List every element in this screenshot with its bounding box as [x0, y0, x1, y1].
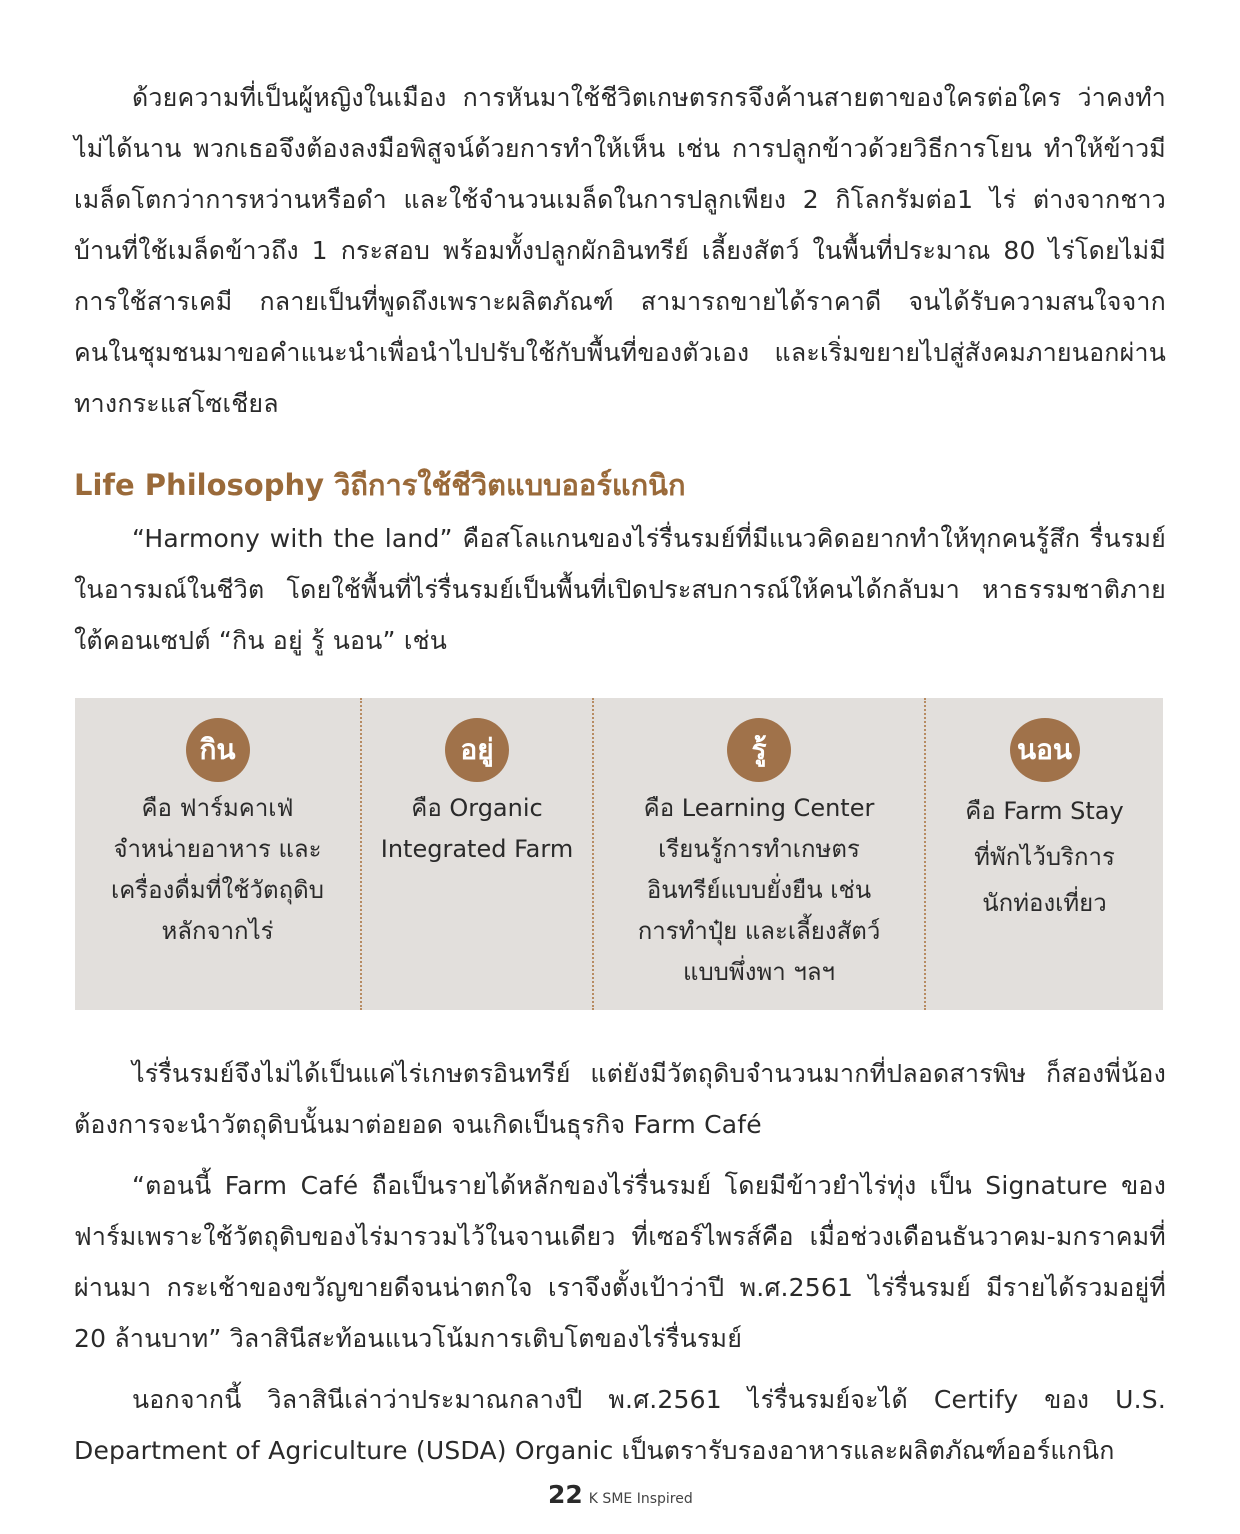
body-paragraph-2: “Harmony with the land” คือสโลแกนของไร่รื่นรมย์ที่มีแนวคิดอยากทำให้ทุกคนรู้สึก รื่นรมย์ในอารมณ์ในชีวิต โดยใช้พื้นที่ไร่รื่นรมย์เป็นพื้นที่เปิดประสบการณ์ให้คนได้กลับมา หาธรรมชาติภายใต้คอนเซปต์ “กิน อยู่ รู้ นอน” เช่น — [74, 524, 1166, 655]
body-paragraph-4: “ตอนนี้ Farm Café ถือเป็นรายได้หลักของไร่รื่นรมย์ โดยมีข้าวยำไร่ทุ่ง เป็น Signature ของฟาร์มเพราะใช้วัตถุดิบของไร่มารวมไว้ในจานเดียว ที่เซอร์ไพรส์คือ เมื่อช่วงเดือนธันวาคม-มกราคมที่ผ่านมา กระเช้าของขวัญขายดีจนน่าตกใจ เราจึงตั้งเป้าว่าปี พ.ศ.2561 ไร่รื่นรมย์ มีรายได้รวมอยู่ที่ 20 ล้านบาท” วิลาสินีสะท้อนแนวโน้มการเติบโตของไร่รื่นรมย์ — [74, 1171, 1166, 1353]
concept-description-live: คือ Organic Integrated Farm — [380, 794, 574, 863]
concept-badge-live: อยู่ — [445, 718, 509, 782]
publication-name: K SME Inspired — [588, 1491, 693, 1507]
body-paragraph-1: ด้วยความที่เป็นผู้หญิงในเมือง การหันมาใช้ชีวิตเกษตรกรจึงค้านสายตาของใครต่อใคร ว่าคงทำไม่ได้นาน พวกเธอจึงต้องลงมือพิสูจน์ด้วยการทำให้เห็น เช่น การปลูกข้าวด้วยวิธีการโยน ทำให้ข้าวมีเมล็ดโตกว่าการหว่านหรือดำ และใช้จำนวนเมล็ดในการปลูกเพียง 2 กิโลกรัมต่อ1 ไร่ ต่างจากชาวบ้านที่ใช้เมล็ดข้าวถึง 1 กระสอบ พร้อมทั้งปลูกผักอินทรีย์ เลี้ยงสัตว์ ในพื้นที่ประมาณ 80 ไร่โดยไม่มีการใช้สารเคมี กลายเป็นที่พูดถึงเพราะผลิตภัณฑ์ สามารถขายได้ราคาดี จนได้รับความสนใจจากคนในชุมชนมาขอคำแนะนำเพื่อนำไปปรับใช้กับพื้นที่ของตัวเอง และเริ่มขยายไปสู่สังคมภายนอกผ่านทางกระแสโซเชียล — [74, 83, 1166, 418]
page-footer — [548, 1480, 693, 1509]
body-paragraph-3: ไร่รื่นรมย์จึงไม่ได้เป็นแค่ไร่เกษตรอินทรีย์ แต่ยังมีวัตถุดิบจำนวนมากที่ปลอดสารพิษ ก็สองพี่น้องต้องการจะนำวัตถุดิบนั้นมาต่อยอด จนเกิดเป็นธุรกิจ Farm Café — [74, 1059, 1166, 1139]
concept-description-sleep: คือ Farm Stay ที่พักไว้บริการ นักท่องเที่ยว — [965, 797, 1124, 917]
concept-description-eat: คือ ฟาร์มคาเฟ่ จำหน่ายอาหาร และ เครื่องดื่มที่ใช้วัตถุดิบ หลักจากไร่ — [111, 794, 324, 945]
body-paragraph-5: นอกจากนี้ วิลาสินีเล่าว่าประมาณกลางปี พ.ศ.2561 ไร่รื่นรมย์จะได้ Certify ของ U.S. Department of Agriculture (USDA) Organic เป็นตรารับรองอาหารและผลิตภัณฑ์ออร์แกนิก — [74, 1385, 1166, 1465]
concept-badge-sleep: นอน — [1010, 718, 1080, 782]
concept-column-eat — [75, 698, 362, 1010]
concept-column-learn — [594, 698, 926, 1010]
concept-description-learn: คือ Learning Center เรียนรู้การทำเกษตร อินทรีย์แบบยั่งยืน เช่น การทำปุ๋ย และเลี้ยงสัตว์ แบบพึ่งพา ฯลฯ — [637, 794, 881, 986]
page-number: 22 — [548, 1480, 583, 1509]
section-heading: Life Philosophy วิถีการใช้ชีวิตแบบออร์แกนิก — [74, 468, 686, 502]
concept-column-live — [362, 698, 594, 1010]
article-page — [74, 72, 1166, 1476]
concept-badge-eat: กิน — [186, 718, 250, 782]
concept-box — [75, 698, 1163, 1010]
concept-column-sleep — [926, 698, 1163, 1010]
concept-badge-learn: รู้ — [727, 718, 791, 782]
